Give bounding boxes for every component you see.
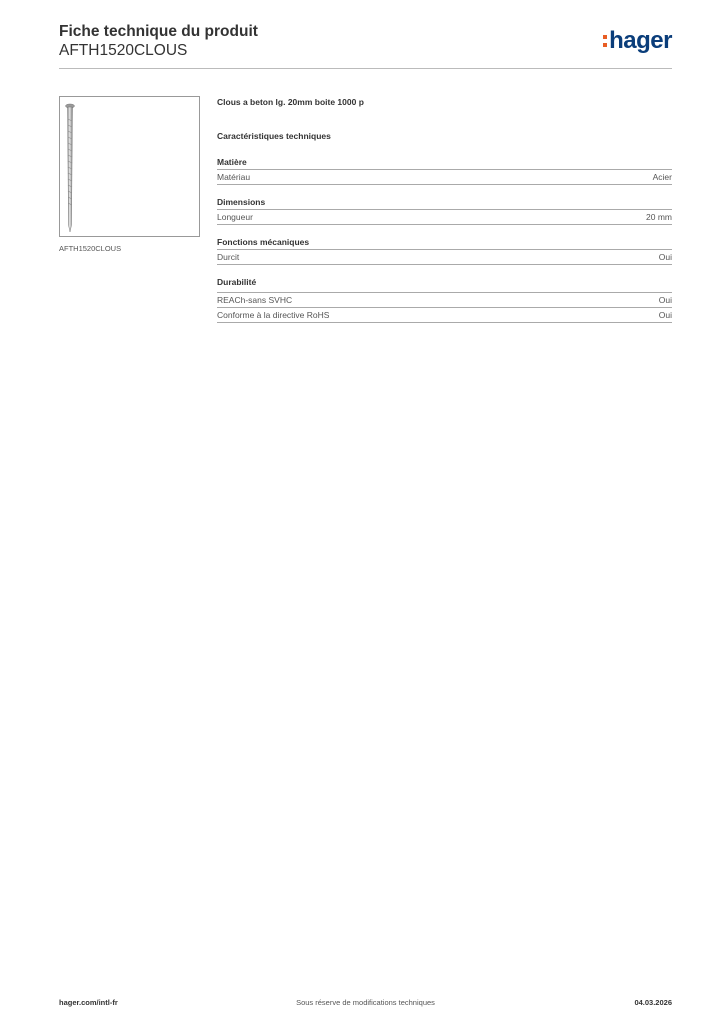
- spec-row: [217, 210, 672, 225]
- hager-logo: [603, 27, 672, 55]
- logo-dots-icon: [603, 35, 607, 47]
- spec-value: Oui: [658, 310, 672, 320]
- spec-label: Durcit: [217, 252, 240, 262]
- spec-label: Longueur: [217, 212, 253, 222]
- spec-group-title: Matière: [217, 156, 672, 170]
- page-header: [59, 22, 672, 60]
- spec-value: Acier: [652, 172, 672, 182]
- spec-group-matiere: [217, 156, 672, 185]
- product-reference: AFTH1520CLOUS: [59, 42, 188, 59]
- spec-value: Oui: [658, 295, 672, 305]
- spec-group-durabilite: [217, 276, 672, 323]
- spec-row: [217, 170, 672, 185]
- header-divider: [59, 68, 672, 69]
- spec-group-title: Fonctions mécaniques: [217, 236, 672, 250]
- spec-label: Matériau: [217, 172, 251, 182]
- product-details: [217, 96, 672, 323]
- footer-date: 04.03.2026: [634, 998, 672, 1007]
- logo-text: hager: [609, 27, 672, 54]
- footer-notice: Sous réserve de modifications techniques: [296, 998, 435, 1007]
- specs-heading: Caractéristiques techniques: [217, 131, 331, 141]
- spec-row: [217, 250, 672, 265]
- page-title: Fiche technique du produit: [59, 23, 258, 40]
- spec-group-fonctions: [217, 236, 672, 265]
- spec-row: [217, 308, 672, 323]
- spec-value: 20 mm: [646, 212, 672, 222]
- spec-value: Oui: [658, 252, 672, 262]
- footer-website: hager.com/intl-fr: [59, 998, 118, 1007]
- spec-label: REACh-sans SVHC: [217, 295, 293, 305]
- spec-group-title: Dimensions: [217, 196, 672, 210]
- product-image-caption: AFTH1520CLOUS: [59, 244, 122, 253]
- spec-row: [217, 292, 672, 308]
- product-image-frame: [59, 96, 200, 237]
- spec-label: Conforme à la directive RoHS: [217, 310, 330, 320]
- spec-group-dimensions: [217, 196, 672, 225]
- spec-group-title: Durabilité: [217, 277, 257, 287]
- product-description: Clous a beton lg. 20mm boite 1000 p: [217, 97, 364, 107]
- nail-image: [60, 97, 199, 236]
